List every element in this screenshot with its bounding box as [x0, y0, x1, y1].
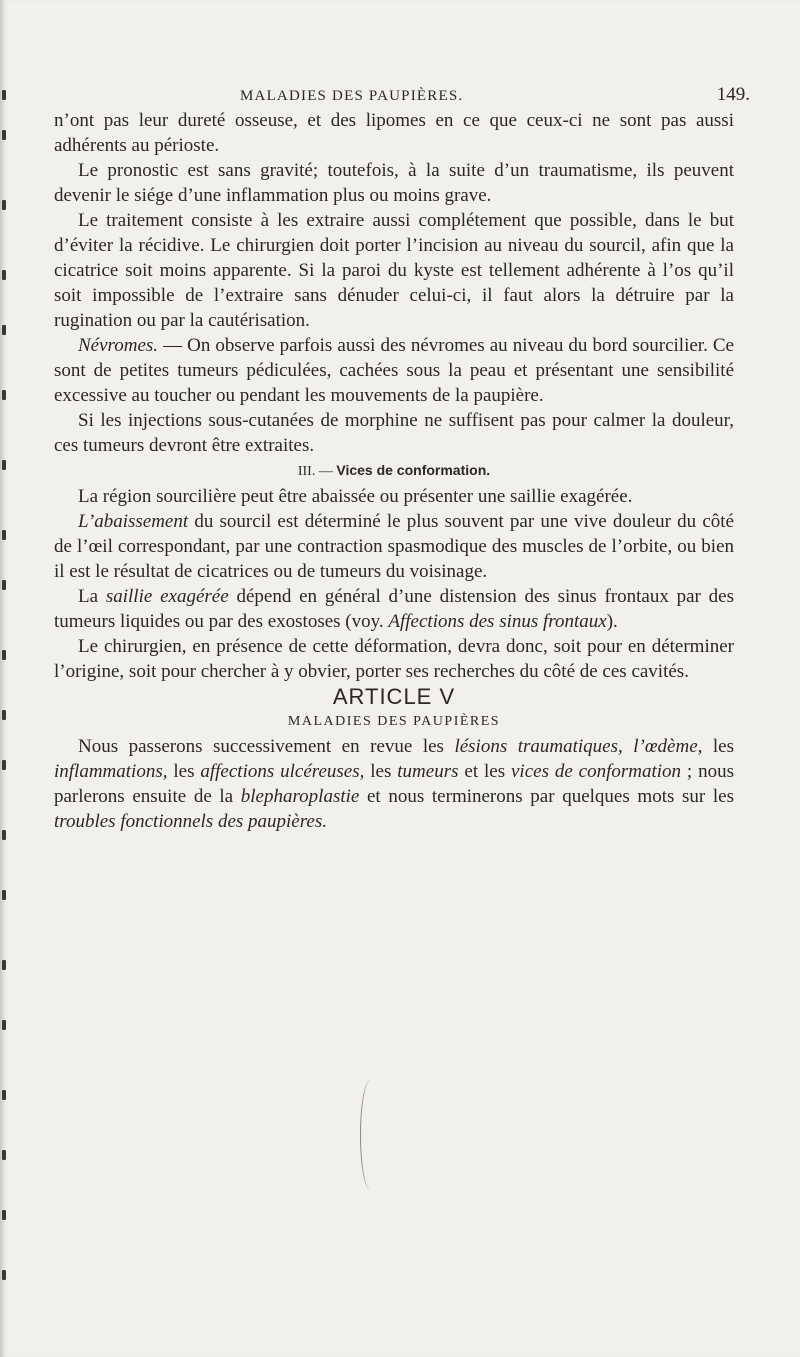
- section-heading: [54, 458, 734, 484]
- cross-reference: Affections des sinus frontaux: [388, 611, 607, 632]
- italic-term: Névromes.: [78, 335, 159, 356]
- running-title: MALADIES DES PAUPIÈRES.: [240, 88, 464, 104]
- page-number: 149.: [716, 84, 750, 105]
- section-title: Vices de conformation.: [336, 462, 491, 478]
- paragraph: Le pronostic est sans gravité; toutefois, à la suite d’un traumatisme, ils peuvent devenir le siége d’une inflammation plus ou moins grave.: [54, 160, 734, 206]
- body-text: [54, 108, 734, 834]
- article-title: ARTICLE V: [332, 684, 456, 709]
- binding-edge-marks: [2, 60, 12, 1310]
- page-header: [60, 84, 750, 110]
- section-number: III. —: [297, 464, 333, 479]
- paragraph: Nous passerons successivement en revue les lésions traumatiques, l’œdème, les inflammations, les affections ulcéreuses, les tumeurs et les vices de conformation ; nous parlerons ensuite de la blepharoplastie et nous terminerons par quelques mots sur les troubles fonctionnels des paupières.: [54, 736, 735, 832]
- article-subtitle: MALADIES DES PAUPIÈRES: [287, 714, 501, 729]
- paragraph: Si les injections sous-cutanées de morphine ne suffisent pas pour calmer la douleur, ces tumeurs devront être extraites.: [54, 410, 734, 456]
- italic-term: L’abaissement: [78, 511, 189, 532]
- paragraph: Le traitement consiste à les extraire aussi complétement que possible, dans le but d’éviter la récidive. Le chirurgien doit porter l’incision au niveau du sourcil, afin que la cicatrice soit moins apparente. Si la paroi du kyste est tellement adhérente à l’os qu’il soit impossible de l’extraire sans dénuder celui-ci, il faut alors la détruire par la rugination ou par la cautérisation.: [54, 210, 734, 331]
- italic-term: saillie exagérée: [105, 586, 229, 607]
- paragraph: La saillie exagérée dépend en général d’une distension des sinus frontaux par des tumeurs liquides ou par des exostoses (voy. Affections des sinus frontaux).: [54, 586, 734, 632]
- paragraph: L’abaissement du sourcil est déterminé le plus souvent par une vive douleur du côté de l’œil correspondant, par une contraction spasmodique des muscles de l’orbite, ou bien il est le résultat de cicatrices ou de tumeurs du voisinage.: [54, 511, 734, 582]
- stray-pencil-mark: [360, 1080, 381, 1190]
- paragraph: Le chirurgien, en présence de cette déformation, devra donc, soit pour en déterminer l’origine, soit pour chercher à y obvier, porter ses recherches du côté de ces cavités.: [54, 636, 734, 682]
- paragraph: La région sourcilière peut être abaissée ou présenter une saillie exagérée.: [78, 486, 633, 507]
- paragraph: Névromes. — On observe parfois aussi des névromes au niveau du bord sourcilier. Ce sont de petites tumeurs pédiculées, cachées sous la peau et présentant une sensibilité excessive au toucher ou pendant les mouvements de la paupière.: [54, 335, 734, 406]
- paragraph: n’ont pas leur dureté osseuse, et des lipomes en ce que ceux-ci ne sont pas aussi adhérents au périoste.: [54, 110, 734, 156]
